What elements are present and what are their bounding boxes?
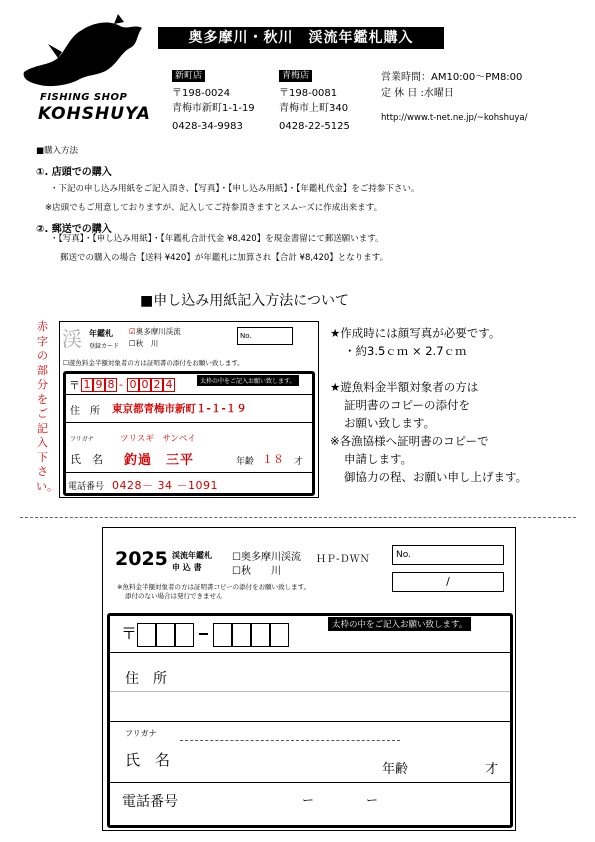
sample-addr-label: 住 所 — [70, 406, 100, 417]
guide-note-copy: 証明書のコピーの添付を — [344, 398, 471, 412]
form-year: 2025 — [115, 548, 168, 570]
form-tel-dash2: ー — [366, 793, 379, 807]
sample-no-label: No. — [240, 332, 252, 340]
form-no-box[interactable] — [392, 545, 504, 565]
sample-age-label: 年齢 — [236, 457, 255, 467]
sample-zip-hyphen: - — [119, 378, 123, 391]
form-code: ＨＰ-ＤＷＮ — [316, 554, 370, 565]
guide-note-discount: ★遊魚料金半額対象者の方は — [330, 380, 479, 394]
logo-line2: KOHSHUYA — [38, 104, 151, 124]
ome-address: 青梅市上町340 — [279, 103, 349, 114]
store-tag-ome: 青梅店 — [279, 70, 312, 82]
fish-silhouette-icon — [18, 14, 146, 94]
form-furigana-label: フリガナ — [125, 729, 157, 738]
guide-note-size: ・約3.5ｃｍ × 2.7ｃｍ — [344, 344, 467, 358]
sample-form — [59, 321, 319, 498]
sample-checkbox-icon: ☐ — [129, 339, 136, 348]
sample-opt2 — [129, 338, 158, 349]
form-opt2 — [232, 562, 281, 577]
method-heading: ■購入方法 — [36, 146, 79, 156]
form-kind1: 渓流年鑑札 — [172, 551, 212, 560]
store-purchase-title: ①. 店頭での購入 — [36, 167, 112, 178]
form-inside-note: 太枠の中をご記入お願い致します。 — [328, 617, 471, 631]
form-opt1 — [232, 548, 301, 563]
holiday: 定 休 日 :水曜日 — [381, 88, 454, 99]
guide-note-apply: 申請します。 — [344, 452, 413, 466]
form-zip-cell[interactable] — [251, 623, 270, 647]
form-tel-dash1: ー — [302, 793, 315, 807]
page-title: 奥多摩川・秋川 渓流年鑑札購入 — [158, 27, 444, 49]
guide-heading: ■申し込み用紙記入方法について — [140, 293, 349, 309]
form-zip-hyphen — [199, 633, 208, 635]
guide-note-thanks: 御協力の程、お願い申し上げます。 — [344, 470, 528, 484]
form-address-input[interactable] — [180, 654, 505, 714]
form-opt2-label: 秋 川 — [240, 566, 281, 577]
sample-discount-check — [63, 358, 244, 367]
sample-age-unit: 才 — [294, 457, 304, 467]
store-shinmachi — [172, 68, 272, 134]
guide-note-union: ※各漁協様へ証明書のコピーで — [330, 434, 489, 448]
sample-name-label: 氏 名 — [70, 453, 103, 466]
sample-opt1-label: 奥多摩川渓流 — [135, 327, 181, 336]
sample-kei: 渓 — [62, 327, 82, 351]
sample-tel-label: 電話番号 — [68, 482, 105, 492]
form-age-unit: 才 — [485, 762, 499, 777]
form-inner-frame — [107, 613, 513, 828]
sample-furigana-value: ツリスギ サンペイ — [120, 434, 196, 444]
form-furigana-line — [180, 740, 400, 741]
form-date-slash: / — [446, 575, 450, 588]
business-info — [381, 70, 527, 126]
shinmachi-zip: 〒198-0024 — [172, 88, 231, 99]
form-zip-cell[interactable] — [175, 623, 194, 647]
form-opt1-label: 奥多摩川渓流 — [240, 552, 301, 563]
sample-zip-cell: 4 — [163, 378, 175, 392]
shinmachi-address: 青梅市新町1-1-19 — [172, 103, 255, 114]
sample-age-value: １８ — [262, 453, 284, 466]
store-tag-shinmachi: 新町店 — [172, 70, 205, 82]
logo — [18, 14, 151, 126]
form-note1: ※魚料金半額対象者の方は証明書コピーの添付をお願い致します。 — [117, 583, 311, 591]
sample-name-value: 釣過 三平 — [124, 453, 195, 468]
form-zip-mark: 〒 — [121, 624, 138, 643]
store-ome — [279, 68, 379, 134]
sample-zip-mark: 〒 — [69, 379, 80, 392]
form-zip-cell[interactable] — [156, 623, 175, 647]
sample-card: 登録カード — [89, 343, 120, 350]
form-opt2-checkbox-icon[interactable]: ☐ — [232, 566, 241, 577]
form-zip-cell[interactable] — [232, 623, 251, 647]
sample-zip-cell: 1 — [81, 378, 93, 392]
sample-inside-note: 太枠の中をご記入お願い致します。 — [197, 375, 299, 386]
sample-zip-cell: 8 — [105, 378, 117, 392]
sample-addr-value: 東京都青梅市新町１-１-１９ — [112, 403, 247, 415]
sample-opt2-label: 秋 川 — [135, 339, 159, 348]
ome-tel: 0428-22-5125 — [279, 121, 350, 132]
form-name-label: 氏 名 — [125, 751, 171, 769]
sample-nenkansatsu: 年鑑札 — [89, 329, 113, 338]
form-no-label: No. — [396, 550, 411, 560]
form-age-input[interactable] — [416, 752, 476, 774]
business-hours: 営業時間：AM10:00〜PM8:00 — [381, 72, 523, 83]
cut-line — [20, 517, 576, 518]
shinmachi-tel: 0428-34-9983 — [172, 121, 243, 132]
ome-zip: 〒198-0081 — [279, 88, 338, 99]
form-zip-cell[interactable] — [213, 623, 232, 647]
sample-check-mark-icon: ☑ — [129, 327, 136, 336]
side-note: 赤字の部分をご記入下さい。 — [36, 320, 58, 493]
guide-notes — [330, 324, 527, 486]
form-zip-cell[interactable] — [137, 623, 156, 647]
sample-zip-cell: 2 — [151, 378, 163, 392]
form-note2: 添付のない場合は発行できません — [125, 592, 223, 600]
application-form — [102, 527, 516, 831]
website-link[interactable]: http://www.t-net.ne.jp/~kohshuya/ — [381, 113, 528, 123]
guide-note-photo: ★作成時には顔写真が必要です。 — [330, 326, 501, 340]
form-kind2: 申 込 書 — [172, 563, 202, 572]
form-tel-label: 電話番号 — [122, 794, 178, 810]
form-zip-cell[interactable] — [270, 623, 289, 647]
sample-inner-frame — [63, 371, 315, 496]
logo-line1: FISHING SHOP — [40, 92, 128, 103]
guide-note-please: お願い致します。 — [344, 416, 436, 430]
form-tel-input[interactable] — [230, 786, 500, 816]
form-opt1-checkbox-icon[interactable]: ☐ — [232, 552, 241, 563]
store-purchase-line2: ※店頭でもご用意しておりますが、記入してご持参頂きますとスムーズに作成出来ます。 — [45, 203, 383, 213]
sample-tel-value: 0428－ 34 －1091 — [112, 479, 218, 492]
sample-no-box — [237, 327, 293, 345]
mail-purchase-line2: 郵送での購入の場合【送料 ¥420】が年鑑札に加算され【合計 ¥8,420】となります。 — [60, 253, 389, 263]
mail-purchase-title: ②. 郵送での購入 — [36, 224, 112, 235]
sample-opt1 — [129, 326, 181, 337]
sample-zip-cell: 0 — [127, 378, 139, 392]
sample-furigana-label: フリガナ — [70, 436, 94, 443]
sample-discount-text: 遊魚料金半額対象者の方は証明書の添付をお願い致します。 — [68, 359, 244, 367]
store-purchase-line1: ・下記の申し込み用紙をご記入頂き、【写真】・【申し込み用紙】・【年鑑札代金】をご持参下さい。 — [50, 184, 420, 194]
mail-purchase-line1: ・【写真】・【申し込み用紙】・【年鑑札合計代金 ¥8,420】を現金書留にて郵送願います。 — [50, 234, 384, 244]
sample-zip-cell: 9 — [93, 378, 105, 392]
form-date-box[interactable] — [392, 572, 504, 592]
form-addr-label: 住 所 — [125, 671, 167, 687]
sample-zip-cell: 0 — [139, 378, 151, 392]
sample-discount-checkbox-icon: ☐ — [63, 359, 69, 367]
form-name-input[interactable] — [180, 742, 360, 774]
form-age-label: 年齢 — [382, 762, 409, 777]
